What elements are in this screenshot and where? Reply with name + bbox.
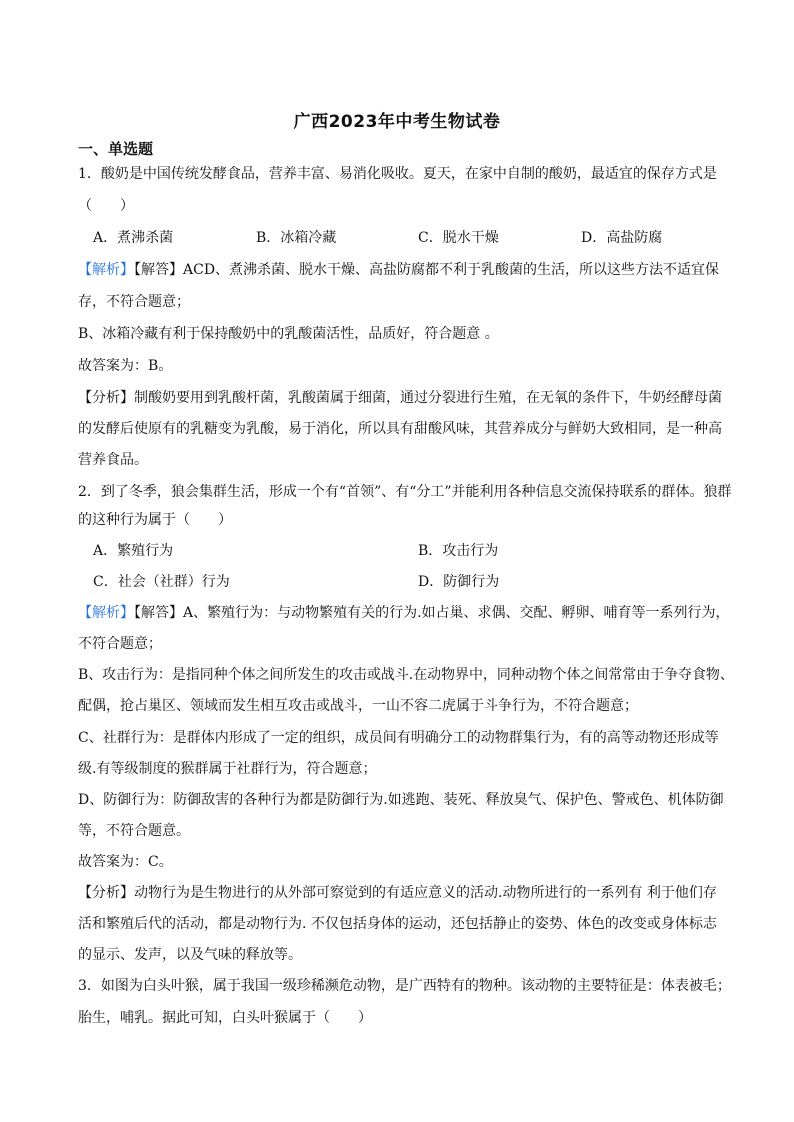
q2-option-d: D．防御行为	[418, 574, 500, 590]
q2-option-b: B．攻击行为	[418, 543, 499, 559]
q2-explanation-line-7: D、防御行为：防御敌害的各种行为都是防御行为.如逃跑、装死、释放臭气、保护色、警戒色、机体防御	[78, 792, 724, 808]
q1-explanation-text: 【解答】ACD、煮沸杀菌、脱水干燥、高盐防腐都不利于乳酸菌的生活，所以这些方法不适宜保	[134, 262, 720, 278]
jiexi-tag: 【解析】	[78, 605, 134, 621]
q2-analysis-line-3: 的显示、发声，以及气味的释放等。	[78, 947, 302, 963]
q2-explanation-line-1	[78, 603, 730, 623]
q2-explanation-line-2: 不符合题意；	[78, 636, 162, 652]
q2-explanation-line-5: C、社群行为：是群体内形成了一定的组织，成员间有明确分工的动物群集行为，有的高等动物还形成等	[78, 730, 719, 746]
q2-option-a: A．繁殖行为	[93, 543, 174, 559]
q2-explanation-line-8: 等，不符合题意。	[78, 823, 190, 839]
question-3-line-2: 胎生，哺乳。据此可知，白头叶猴属于（ ）	[78, 1010, 372, 1026]
q2-analysis-line-1: 【分析】动物行为是生物进行的从外部可察觉到的有适应意义的活动.动物所进行的一系列有 利于他们存	[78, 885, 717, 901]
question-2-line-2: 的这种行为属于（ ）	[78, 512, 232, 528]
q1-explanation-line-1	[78, 260, 719, 280]
q1-option-a: A．煮沸杀菌	[93, 230, 174, 246]
q2-explanation-line-6: 级.有等级制度的猴群属于社群行为，符合题意；	[78, 761, 377, 777]
q2-analysis-line-2: 活和繁殖后代的活动，都是动物行为. 不仅包括身体的运动，还包括静止的姿势、体色的改变或身体标志	[78, 916, 717, 932]
question-1-line-2: （ ）	[78, 198, 134, 214]
q2-explanation-line-3: B、攻击行为：是指同种个体之间所发生的攻击或战斗.在动物界中，同种动物个体之间常常由于争夺食物、	[78, 667, 734, 683]
q1-analysis-line-2: 的发酵后使原有的乳糖变为乳酸，易于消化，所以具有甜酸风味，其营养成分与鲜奶大致相同，是一种高	[78, 421, 722, 437]
q1-analysis-line-1: 【分析】制酸奶要用到乳酸杆菌，乳酸菌属于细菌，通过分裂进行生殖，在无氧的条件下，牛奶经酵母菌	[78, 390, 722, 406]
question-1-line-1: 1．酸奶是中国传统发酵食品，营养丰富、易消化吸收。夏天，在家中自制的酸奶，最适宜的保存方式是	[78, 166, 717, 182]
q2-explanation-text: 【解答】A、繁殖行为：与动物繁殖有关的行为.如占巢、求偶、交配、孵卵、哺育等一系列行为，	[134, 605, 730, 621]
q1-explanation-line-2: 存，不符合题意；	[78, 294, 190, 310]
question-2-line-1: 2．到了冬季，狼会集群生活，形成一个有“首领”、有“分工”并能利用各种信息交流保持联系的群体。狼群	[78, 484, 732, 500]
question-3-line-1: 3．如图为白头叶猴，属于我国一级珍稀濒危动物，是广西特有的物种。该动物的主要特征是：体表被毛；	[78, 978, 731, 994]
q1-option-b: B．冰箱冷藏	[256, 230, 337, 246]
q2-option-c: C．社会（社群）行为	[93, 574, 230, 590]
q1-option-d: D．高盐防腐	[581, 230, 663, 246]
q2-answer: 故答案为：C。	[78, 854, 173, 870]
q1-analysis-line-3: 营养食品。	[78, 452, 148, 468]
q1-answer: 故答案为：B。	[78, 358, 173, 374]
page-title: 广西2023年中考生物试卷	[293, 112, 501, 132]
q2-explanation-line-4: 配偶，抢占巢区、领域而发生相互攻击或战斗，一山不容二虎属于斗争行为，不符合题意；	[78, 698, 638, 714]
q1-option-c: C．脱水干燥	[418, 230, 499, 246]
section-heading: 一、单选题	[78, 140, 154, 158]
q1-explanation-line-3: B、冰箱冷藏有利于保持酸奶中的乳酸菌活性，品质好，符合题意 。	[78, 326, 499, 342]
jiexi-tag: 【解析】	[78, 262, 134, 278]
